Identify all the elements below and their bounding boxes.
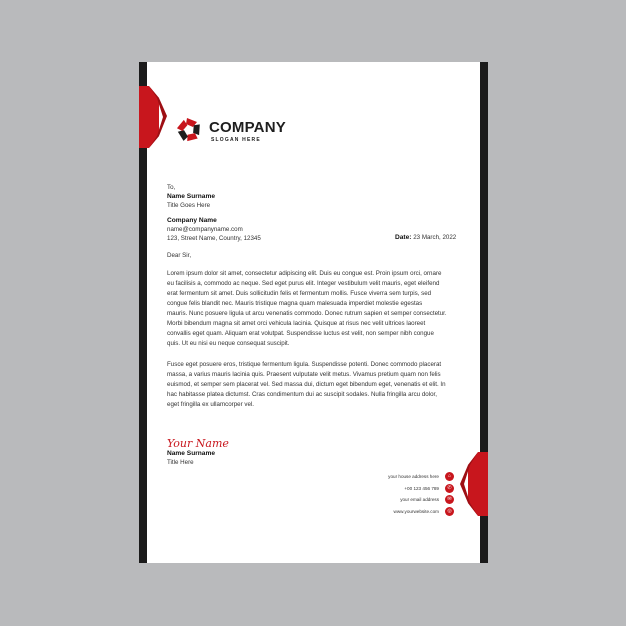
paragraph-line: eget fringilla ex ullamcorper vel.	[167, 401, 255, 408]
paragraph-line: eu facilisis a, commodo ac neque. Sed eget purus elit. Integer vestibulum velit mauris, eget eleifend	[167, 280, 440, 287]
email-icon: ✉	[445, 495, 454, 504]
recipient-name: Name Surname	[167, 193, 216, 200]
signature-script: Your Name	[167, 437, 229, 450]
globe-icon: ◎	[445, 507, 454, 516]
paragraph-line: massa, a varius mauris lacinia quis. Praesent vulputate velit metus. Vivamus pretium quam non felis	[167, 371, 441, 378]
letterhead-page	[139, 62, 488, 563]
right-red-tab	[460, 452, 488, 516]
contact-phone-row	[404, 484, 454, 493]
signature-name: Name Surname	[167, 450, 216, 457]
contact-website-row	[394, 507, 454, 516]
contact-phone: +00 123 456 789	[404, 486, 439, 491]
paragraph-line: euismod, et semper sem placerat vel. Sed massa dui, dictum eget bibendum eget, venenatis et elit. In	[167, 381, 446, 388]
body-paragraph-1	[167, 269, 463, 349]
company-info-address: 123, Street Name, Country, 12345	[167, 235, 261, 242]
paragraph-line: erat fermentum sit amet. Duis sollicitudin felis et fermentum mollis. Fusce viverra sem turpis, sed	[167, 290, 432, 297]
paragraph-line: Morbi bibendum magna sit amet orci vehicula lacinia. Quisque at risus nec velit ultrices laoreet	[167, 320, 426, 327]
company-logo-icon	[175, 116, 203, 144]
company-slogan: SLOGAN HERE	[211, 137, 261, 143]
contact-email: your email address	[400, 497, 439, 502]
contact-address-row	[388, 472, 454, 481]
paragraph-line: congue felis blandit nec. Mauris tristique magna quam malesuada imperdiet molestie egestas	[167, 300, 423, 307]
contact-address: your house address here	[388, 474, 439, 479]
left-red-tab	[139, 86, 167, 148]
paragraph-line: convallis eget quam. Aliquam erat volutpat. Suspendisse luctus est velit, non semper nibh congue	[167, 330, 434, 337]
recipient-title: Title Goes Here	[167, 202, 211, 209]
paragraph-line: Lorem ipsum dolor sit amet, consectetur adipiscing elit. Duis eu congue est. Proin ipsum orci, ornare	[167, 270, 442, 277]
paragraph-line: quis. Ut eu nisi eu neque consequat suscipit.	[167, 340, 290, 347]
company-info-email: name@companyname.com	[167, 226, 243, 233]
date-label: Date:	[395, 234, 412, 241]
phone-icon: ✆	[445, 484, 454, 493]
company-name-logo: COMPANY	[209, 119, 286, 136]
letter-date	[395, 234, 456, 241]
body-paragraph-2	[167, 360, 463, 410]
greeting: Dear Sir,	[167, 252, 192, 259]
paragraph-line: Fusce eget posuere eros, tristique fermentum ligula. Suspendisse potenti. Donec commodo placerat	[167, 361, 442, 368]
recipient-to: To,	[167, 184, 176, 191]
paragraph-line: mauris. Nunc posuere ligula ut arcu venenatis commodo. Donec rutrum sapien et semper consectetur.	[167, 310, 447, 317]
home-icon: ⌂	[445, 472, 454, 481]
signature-title: Title Here	[167, 459, 194, 466]
company-info-name: Company Name	[167, 217, 217, 224]
date-value: 23 March, 2022	[413, 234, 457, 241]
contact-website: www.yourwebsite.com	[393, 509, 439, 514]
paragraph-line: hac habitasse platea dictumst. Cras condimentum dui ac suscipit sodales. Nulla fringilla arcu dolor,	[167, 391, 437, 398]
contact-email-row	[400, 495, 454, 504]
